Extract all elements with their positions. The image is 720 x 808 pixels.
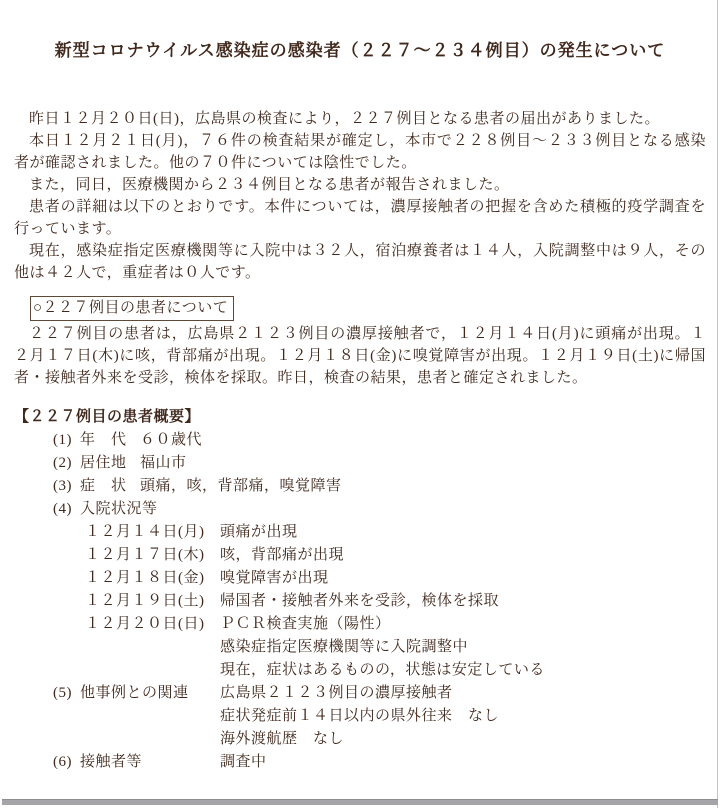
item-label: 居住地 (80, 455, 127, 471)
intro-paragraph: また，同日，医療機関から２３４例目となる患者が報告されました。 (29, 177, 510, 193)
item-value: 海外渡航歴 なし (220, 731, 345, 747)
item-value: 調査中 (220, 754, 267, 770)
timeline-event: 現在，症状はあるものの，状態は安定している (220, 662, 545, 678)
timeline-event: 頭痛が出現 (220, 524, 298, 540)
item-value: 症状発症前１４日以内の県外往来 なし (220, 708, 500, 724)
item-value: 頭痛，咳，背部痛，嗅覚障害 (140, 478, 342, 494)
list-item (53, 452, 706, 475)
item-number: (4) (53, 501, 72, 517)
case-paragraph: ２２７例目の患者は，広島県２１２３例目の濃厚接触者で，１２月１４日(月)に頭痛が出現。１２月１７日(木)に咳，背部痛が出現。１２月１８日(金)に嗅覚障害が出現。１２月１９日(土)に帰国者・接触者外来を受診，検体を採取。昨日，検査の結果，患者と確定されました。 (14, 326, 706, 386)
intro-paragraph: 昨日１２月２０日(日)，広島県の検査により，２２７例目となる患者の届出がありました。 (29, 111, 660, 127)
list-item (53, 498, 706, 521)
item-number: (1) (53, 432, 72, 448)
timeline-event: 帰国者・接触者外来を受診，検体を採取 (220, 593, 500, 609)
document-title: 新型コロナウイルス感染症の感染者（２２７～２３４例目）の発生について (54, 41, 666, 60)
timeline-row (53, 521, 706, 544)
list-item (53, 429, 706, 452)
timeline-continuation (53, 636, 706, 659)
timeline-date: １２月１８日(金) (85, 570, 205, 586)
timeline-event: 咳，背部痛が出現 (220, 547, 345, 563)
case-boxed-heading: ○２２７例目の患者について (30, 296, 234, 321)
case-heading-wrap (30, 296, 706, 321)
timeline-date: １２月１４日(月) (85, 524, 205, 540)
item-continuation (53, 705, 706, 728)
item-number: (6) (53, 754, 72, 770)
case-description (14, 323, 706, 389)
item-label: 症 状 (80, 478, 127, 494)
timeline-date: １２月１９日(土) (85, 593, 205, 609)
item-label: 他事例との関連 (80, 685, 189, 701)
summary-heading: 【２２７例目の患者概要】 (14, 409, 201, 425)
list-item (53, 682, 706, 705)
intro-paragraph: 患者の詳細は以下のとおりです。本件については，濃厚接触者の把握を含めた積極的疫学調査を行っています。 (14, 199, 706, 237)
timeline-event: 嗅覚障害が出現 (220, 570, 329, 586)
item-label: 入院状況等 (80, 501, 158, 517)
intro-paragraph: 現在，感染症指定医療機関等に入院中は３２人，宿泊療養者は１４人，入院調整中は９人，その他は４２人で，重症者は０人です。 (14, 243, 706, 281)
item-label: 年 代 (80, 432, 127, 448)
timeline-date: １２月２０日(日) (85, 616, 205, 632)
bottom-edge-bar (2, 799, 718, 805)
item-number: (5) (53, 685, 72, 701)
intro-paragraph: 本日１２月２１日(月)，７６件の検査結果が確定し，本市で２２８例目～２３３例目となる感染者が確認されました。他の７０件については陰性でした。 (14, 133, 706, 171)
item-number: (2) (53, 455, 72, 471)
item-value: ６０歳代 (140, 432, 203, 448)
timeline-row (53, 544, 706, 567)
item-label: 接触者等 (80, 754, 143, 770)
item-number: (3) (53, 478, 72, 494)
timeline-date: １２月１７日(木) (85, 547, 205, 563)
timeline-continuation (53, 659, 706, 682)
timeline-row (53, 590, 706, 613)
intro-section (14, 108, 706, 284)
item-value: 広島県２１２３例目の濃厚接触者 (220, 685, 453, 701)
timeline-event: ＰＣＲ検査実施（陽性） (220, 616, 391, 632)
list-item (53, 751, 706, 774)
item-value: 福山市 (140, 455, 187, 471)
item-continuation (53, 728, 706, 751)
timeline-row (53, 567, 706, 590)
timeline-row (53, 613, 706, 636)
summary-list (53, 429, 706, 774)
timeline-event: 感染症指定医療機関等に入院調整中 (220, 639, 469, 655)
document-body (0, 108, 720, 774)
right-edge-border (717, 0, 718, 808)
list-item (53, 475, 706, 498)
